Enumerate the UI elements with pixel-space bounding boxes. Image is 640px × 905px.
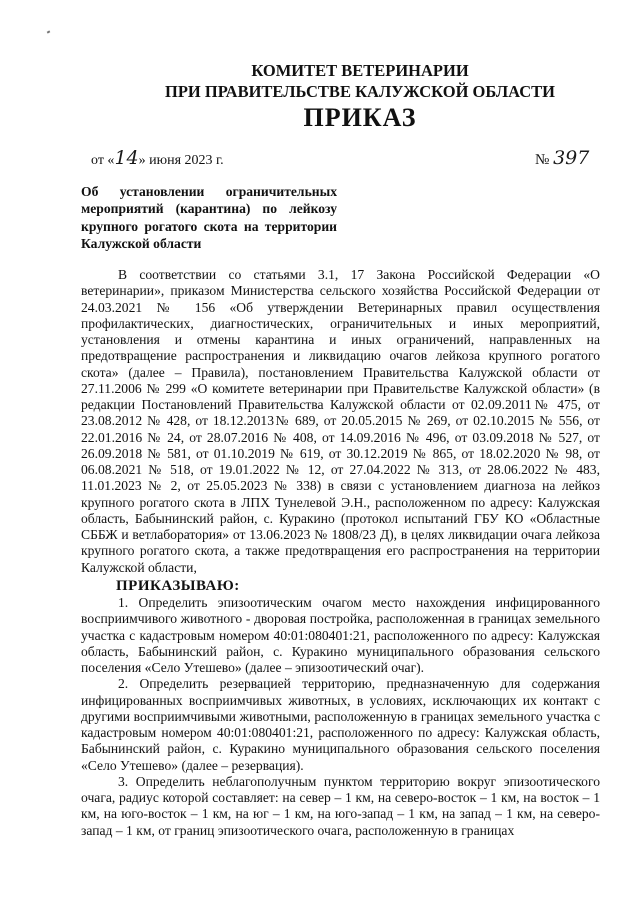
document-subject: Об установлении ограничительных мероприятий (карантина) по лейкозу крупного рогатого скота на территории Калужской области (81, 184, 337, 251)
order-heading: ПРИКАЗЫВАЮ: (116, 577, 240, 594)
document-number (535, 147, 589, 169)
number-value-handwritten: 397 (553, 147, 590, 169)
order-item-3: 3. Определить неблагополучным пунктом территорию вокруг эпизоотического очага, радиус которой составляет: на север – 1 км, на северо-восток – 1 км, на восток – 1 км, на юго-восток – 1 км, на юг – 1 км, на юго-запад – 1 км, на запад – 1 км, на северо-запад – 1 км, от границ эпизоотического очага, расположенную в границах (81, 773, 600, 838)
order-item-2: 2. Определить резервацией территорию, предназначенную для содержания инфицированных восприимчивых животных, в условиях, исключающих их контакт с другими восприимчивыми животными, расположенную в границах земельного участка с кадастровым номером 40:01:080401:21, расположенного по адресу: Калужская область, Бабынинский район, с. Куракино муниципального образования сельского поселения «Село Утешево» (далее – резервация). (81, 676, 600, 773)
date-suffix: » июня 2023 г. (138, 153, 224, 168)
order-item-1: 1. Определить эпизоотическим очагом место нахождения инфицированного восприимчивого животного - дворовая постройка, расположенная в границах земельного участка с кадастровым номером 40:01:080401:21, расположенного по адресу: Калужская область, Бабынинский район, с. Куракино муниципального образования сельского поселения «Село Утешево» (далее – эпизоотический очаг). (81, 595, 600, 675)
number-label: № (535, 152, 550, 168)
organization-name-line1: КОМИТЕТ ВЕТЕРИНАРИИ (251, 61, 469, 80)
document-body (81, 267, 600, 839)
scan-speck (47, 30, 51, 33)
document-date (91, 147, 224, 169)
date-prefix: от « (91, 153, 115, 168)
date-day-handwritten: 14 (114, 147, 139, 169)
organization-name-line2: ПРИ ПРАВИТЕЛЬСТВЕ КАЛУЖСКОЙ ОБЛАСТИ (165, 82, 555, 101)
document-title: ПРИКАЗ (303, 103, 417, 132)
preamble-paragraph: В соответствии со статьями 3.1, 17 Закона Российской Федерации «О ветеринарии», приказом Министерства сельского хозяйства Российской Федерации от 24.03.2021 № 156 «Об утверждении Ветеринарных правил осуществления профилактических, диагностических, ограничительных и иных мероприятий, установления и отмены карантина и иных ограничений, направленных на предотвращение распространения и ликвидацию очагов лейкоза крупного рогатого скота» (далее – Правила), постановлением Правительства Калужской области от 27.11.2006 № 299 «О комитете ветеринарии при Правительстве Калужской области» (в редакции Постановлений Правительства Калужской области от 02.09.2011№ 475, от 23.08.2012 № 428, от 18.12.2013№ 689, от 20.05.2015 № 269, от 02.10.2015 № 556, от 22.01.2016 № 24, от 28.07.2016 № 408, от 14.09.2016 № 496, от 03.09.2018 № 527, от 26.09.2018 № 581, от 01.10.2019 № 619, от 30.12.2019 № 865, от 18.02.2020 № 98, от 06.08.2021 № 518, от 19.01.2022 № 12, от 27.04.2022 № 313, от 28.06.2022 № 483, 11.01.2023 № 2, от 25.05.2023 № 338) в связи с установлением диагноза на лейкоз крупного рогатого скота в ЛПХ Тунелевой Э.Н., расположенном по адресу: Калужская область, Бабынинский район, с. Куракино (протокол испытаний ГБУ КО «Областные СББЖ и ветлаборатория» от 13.06.2023 № 1808/23 Д), в целях ликвидации очага лейкоза крупного рогатого скота, а также предотвращения его распространения на территории Калужской области, (81, 267, 600, 575)
